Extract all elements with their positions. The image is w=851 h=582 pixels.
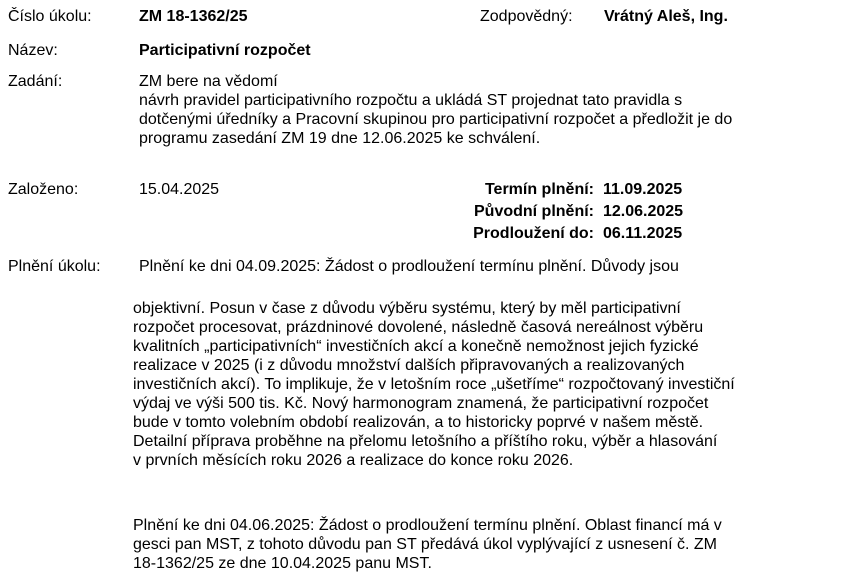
deadline-value: 11.09.2025 [603,181,683,198]
deadline-label: Termín plnění: [484,181,594,198]
original-deadline-value: 12.06.2025 [603,203,684,220]
assignment-label: Zadání: [8,73,63,90]
assignment-line: návrh pravidel participativního rozpočtu a ukládá ST projednat tato pravidla s [139,92,683,109]
task-name-label: Název: [8,42,58,59]
assignment-text [139,73,732,149]
created-label: Založeno: [8,181,79,198]
fulfillment-line: bude v tomto volebním období realizován, a to historicky poprvé v našem městě. [133,414,704,431]
task-name-value: Participativní rozpočet [139,42,311,59]
fulfillment-line: v prvních měsících roku 2026 a realizace do konce roku 2026. [133,452,574,469]
responsible-label: Zodpovědný: [480,8,573,25]
extension-label: Prodloužení do: [473,225,594,242]
fulfillment-previous-line: gesci pan MST, z tohoto důvodu pan ST předává úkol vyplývající z usnesení č. ZM [133,536,718,553]
fulfillment-continuation [133,300,735,471]
fulfillment-label: Plnění úkolu: [8,258,101,275]
fulfillment-line: výdaj ve výši 500 tis. Kč. Nový harmonogram znamená, že participativní rozpočet [133,395,709,412]
assignment-line: dotčenými úředníky a Pracovní skupinou pro participativní rozpočet a předložit je do [139,111,733,128]
fulfillment-line: objektivní. Posun v čase z důvodu výběru systému, který by měl participativní [133,300,681,317]
fulfillment-line: realizace v 2025 (i z důvodu množství dalších připravovaných a realizovaných [133,357,685,374]
fulfillment-line: rozpočet procesovat, prázdninové dovolené, následně časová nereálnost výběru [133,319,704,336]
created-value: 15.04.2025 [139,181,220,198]
task-number-value: ZM 18-1362/25 [139,8,248,25]
original-deadline-label: Původní plnění: [474,203,594,220]
assignment-line: programu zasedání ZM 19 dne 12.06.2025 ke schválení. [139,130,541,147]
fulfillment-line: Detailní příprava proběhne na přelomu letošního a příštího roku, výběr a hlasování [133,433,718,450]
fulfillment-previous-line: Plnění ke dni 04.06.2025: Žádost o prodloužení termínu plnění. Oblast financí má v [133,517,722,534]
extension-value: 06.11.2025 [603,225,683,242]
fulfillment-previous-line: 18-1362/25 ze dne 10.04.2025 panu MST. [133,555,432,572]
fulfillment-previous [133,517,722,574]
fulfillment-line: investičních akcí). To implikuje, že v letošním roce „ušetříme“ rozpočtovaný investiční [133,376,735,393]
assignment-line: ZM bere na vědomí [139,73,278,90]
fulfillment-first-line: Plnění ke dni 04.09.2025: Žádost o prodloužení termínu plnění. Důvody jsou [139,258,679,275]
responsible-value: Vrátný Aleš, Ing. [604,8,728,25]
fulfillment-line: kvalitních „participativních“ investičních akcí a konečně nemožnost jejich fyzické [133,338,699,355]
task-number-label: Číslo úkolu: [8,8,92,25]
